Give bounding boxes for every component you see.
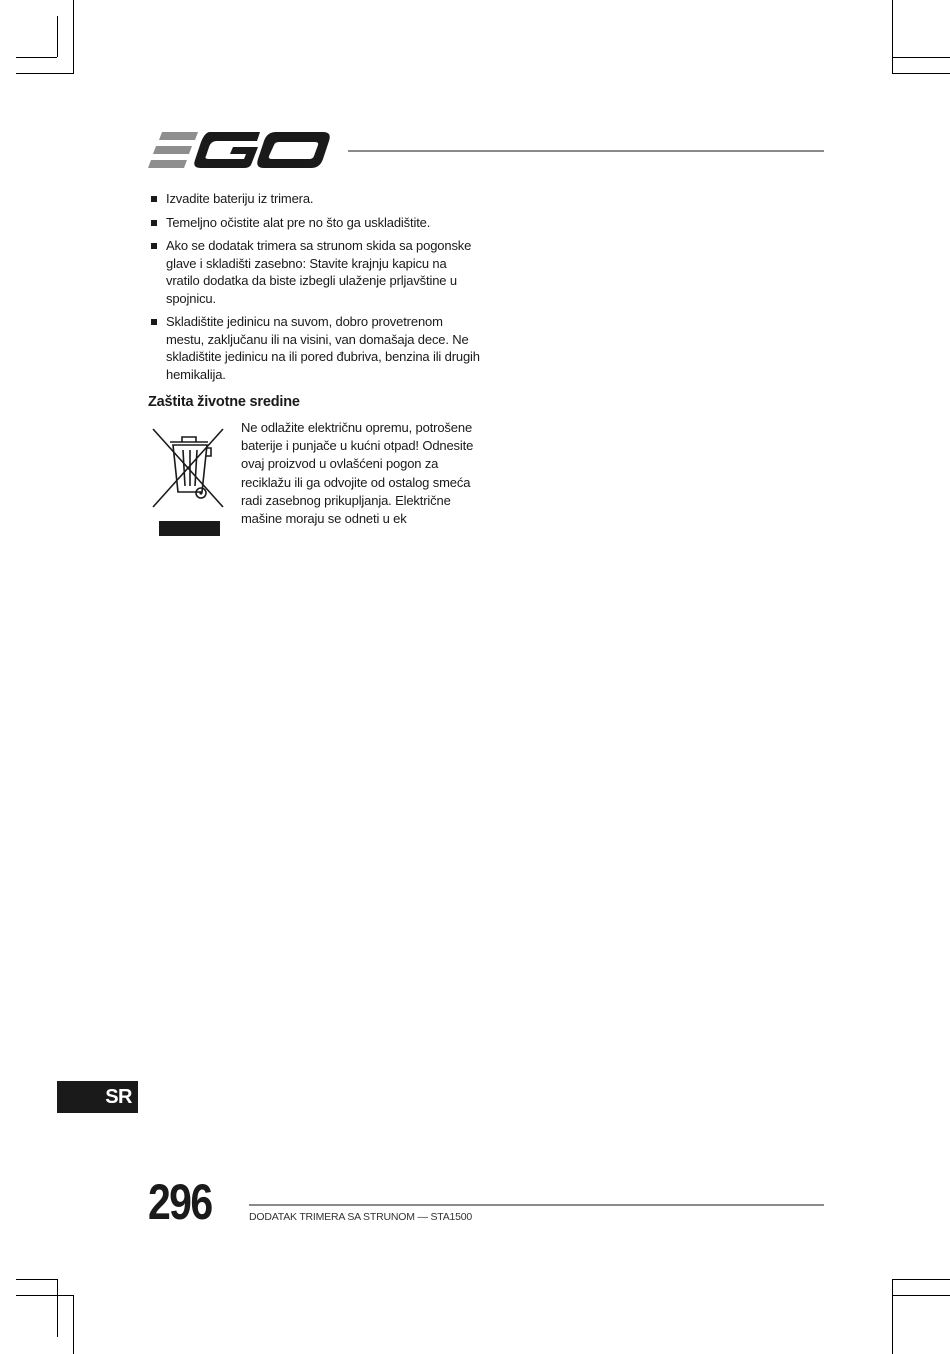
list-item: Ako se dodatak trimera sa strunom skida sa pogonske glave i skladišti zasebno: Stavite krajnju kapicu na vratilo dodatka da biste izbegli ulaženje prljavštine u spojnicu. <box>150 237 480 307</box>
section-heading: Zaštita životne sredine <box>148 394 300 410</box>
storage-instructions <box>150 190 480 389</box>
weee-symbol <box>150 426 226 538</box>
environment-text: Ne odlažite električnu opremu, potrošene baterije i punjače u kućni otpad! Odnesite ovaj proizvod u ovlašćeni pogon za reciklažu ili ga odvojite od ostalog smeća radi zasebnog prikupljanja. Električne mašine moraju se odneti u ek <box>241 420 474 527</box>
footer-document-title: DODATAK TRIMERA SA STRUNOM — STA1500 <box>249 1211 473 1223</box>
crossed-out-wheelie-bin-icon <box>150 426 226 510</box>
header-rule <box>348 150 824 152</box>
bullet-list <box>150 190 480 383</box>
language-tab: SR <box>57 1081 138 1113</box>
weee-bar <box>159 521 220 536</box>
list-item: Temeljno očistite alat pre no što ga uskladištite. <box>150 214 480 232</box>
ego-logo <box>148 128 332 172</box>
footer-rule <box>249 1204 824 1206</box>
list-item: Izvadite bateriju iz trimera. <box>150 190 480 208</box>
page-number: 296 <box>148 1174 212 1230</box>
list-item: Skladištite jedinicu na suvom, dobro provetrenom mestu, zaključanu ili na visini, van domašaja dece. Ne skladištite jedinicu na ili pored đubriva, benzina ili drugih hemikalija. <box>150 313 480 383</box>
